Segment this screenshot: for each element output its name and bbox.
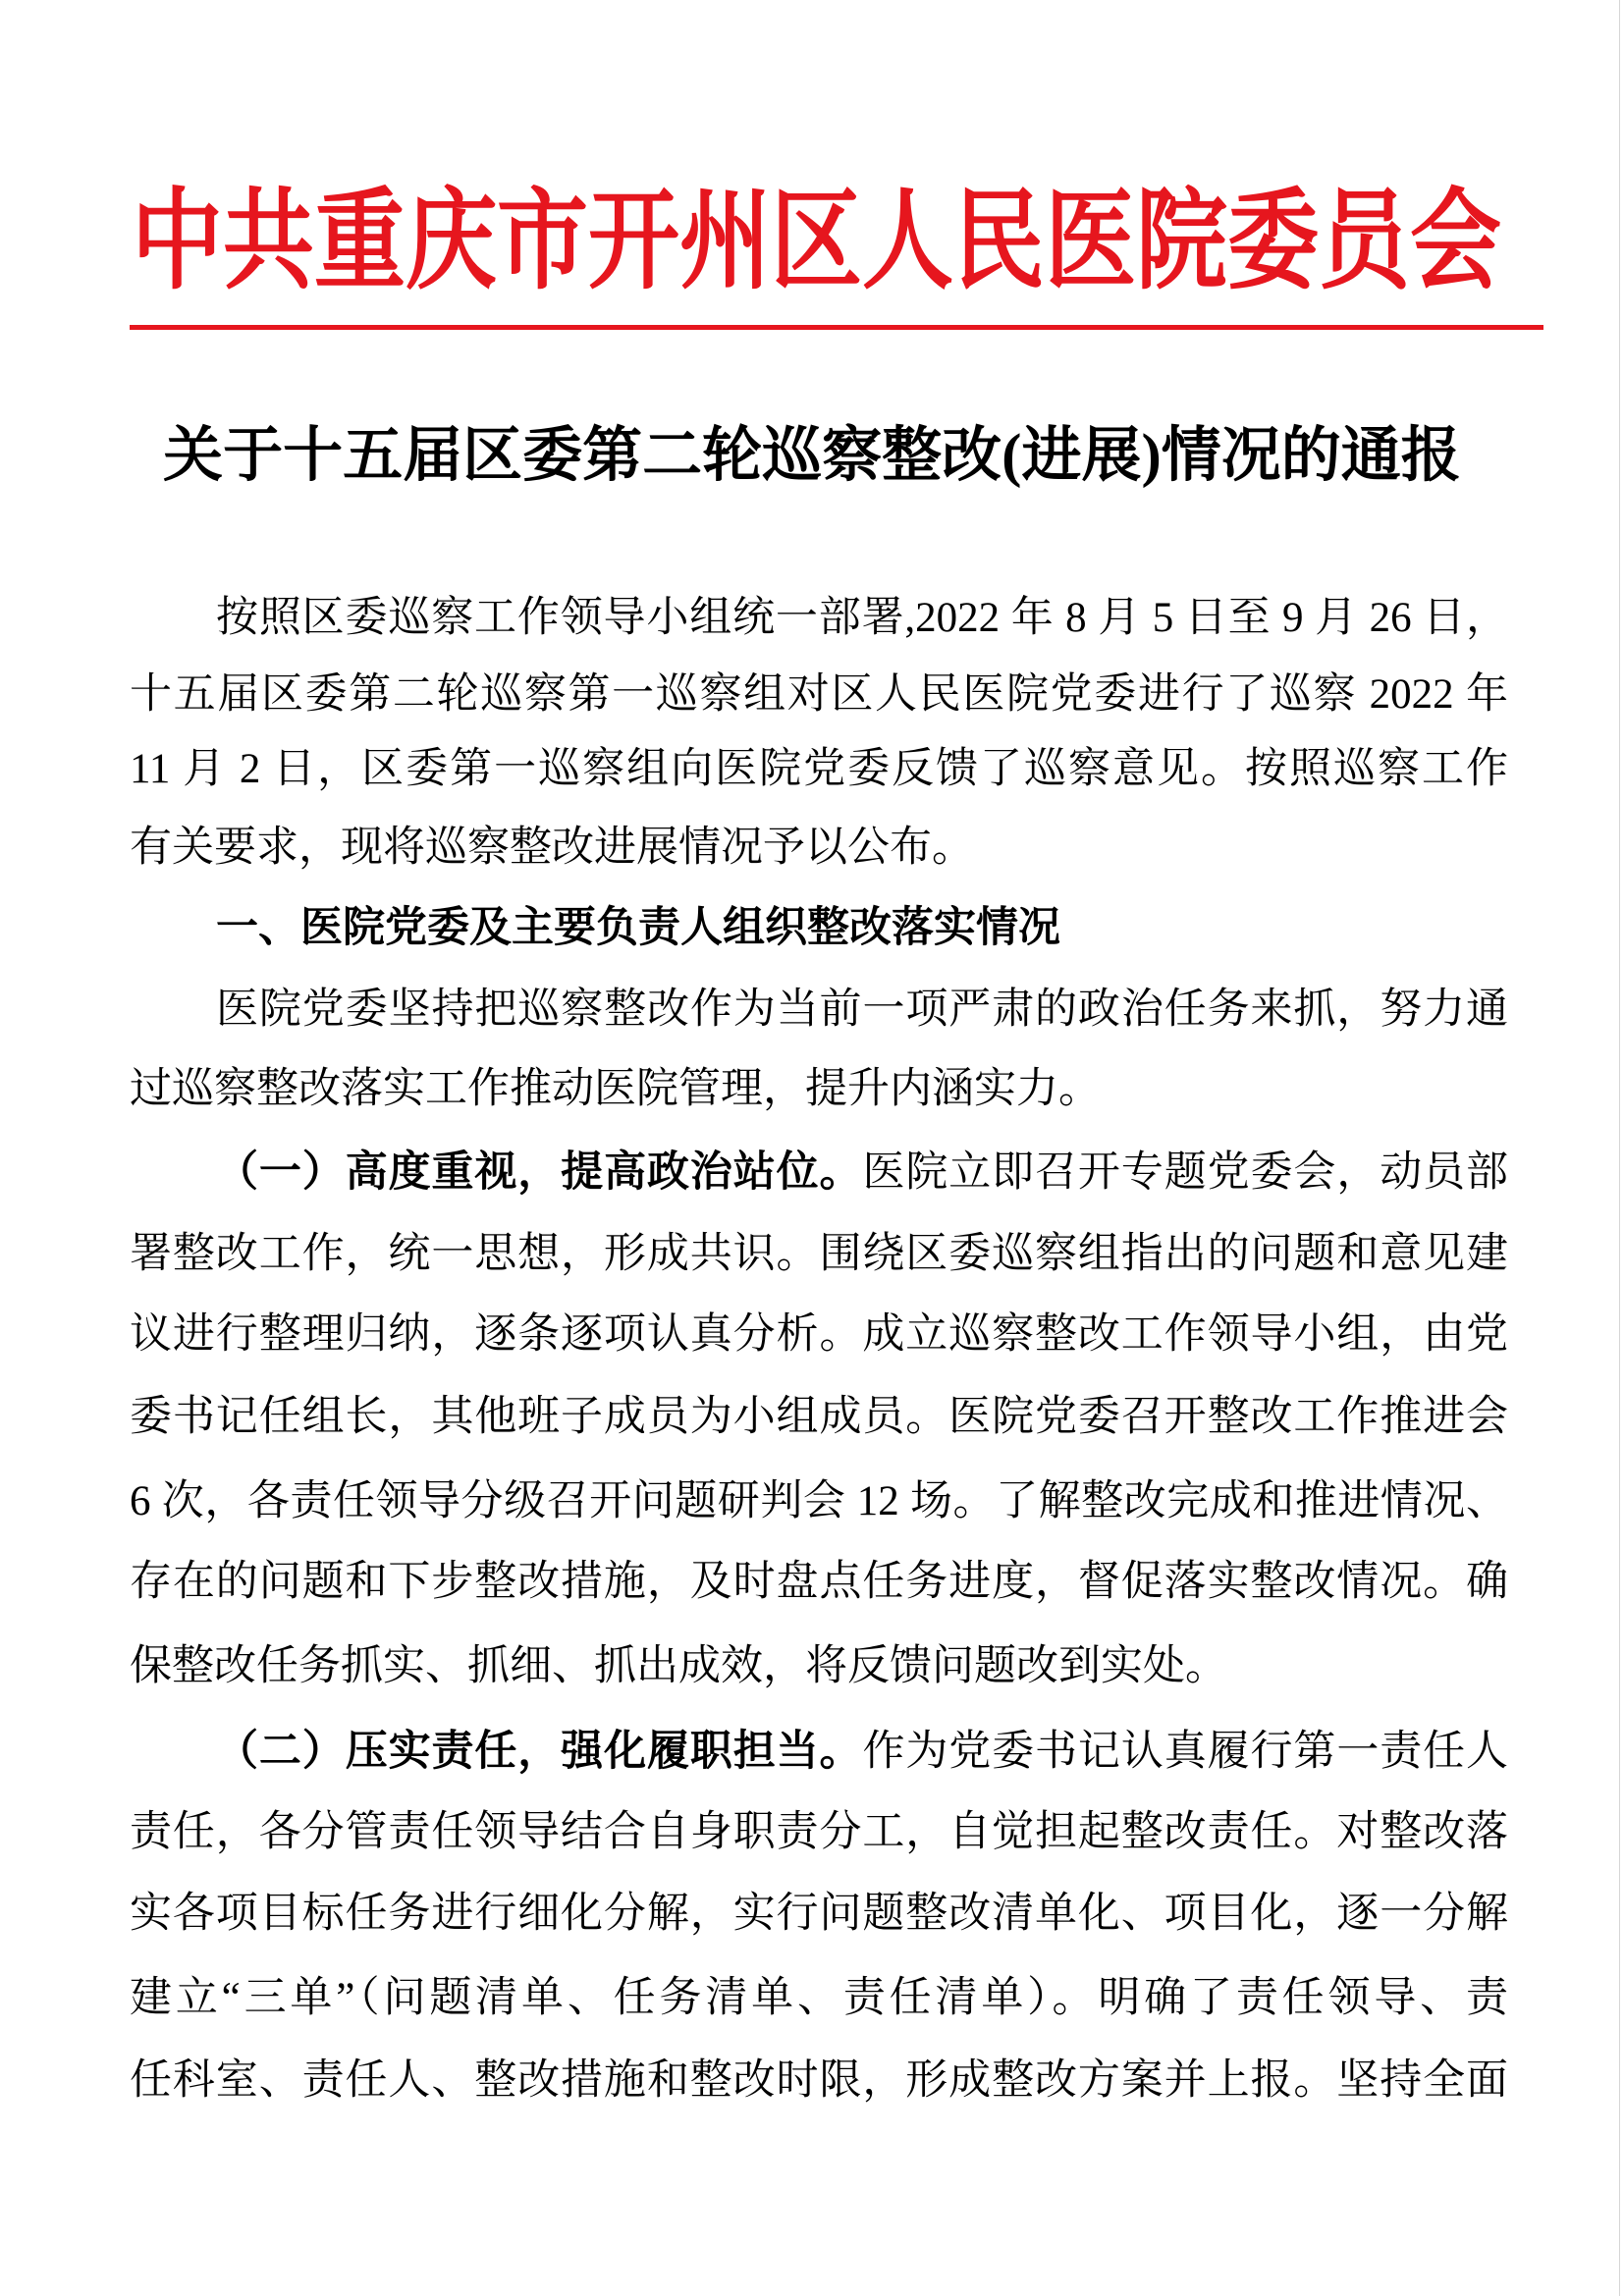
item-2-line: 实各项目标任务进行细化分解，实行问题整改清单化、项目化，逐一分解 — [130, 1891, 1508, 1937]
item-2-line: 任科室、责任人、整改措施和整改时限，形成整改方案并上报。坚持全面 — [130, 2057, 1508, 2104]
intro-line: 十五届区委第二轮巡察第一巡察组对区人民医院党委进行了巡察 2022 年 — [130, 671, 1508, 718]
item-1-line-text: 医院立即召开专题党委会，动员部 — [862, 1149, 1509, 1196]
letterhead-red-rule — [130, 325, 1543, 330]
item-2-line: 责任，各分管责任领导结合自身职责分工，自觉担起整改责任。对整改落 — [130, 1809, 1508, 1855]
item-1-line: 保整改任务抓实、抓细、抓出成效，将反馈问题改到实处。 — [130, 1643, 1227, 1689]
section-1-heading: 一、医院党委及主要负责人组织整改落实情况 — [216, 904, 1060, 951]
letterhead-org-name: 中共重庆市开州区人民医院委员会 — [132, 176, 1501, 304]
item-1-lead: （一）高度重视，提高政治站位。 — [216, 1149, 863, 1196]
item-2-line: 建立“三单”（问题清单、任务清单、责任清单）。明确了责任领导、责 — [130, 1975, 1508, 2021]
item-2-lead: （二）压实责任，强化履职担当。 — [216, 1729, 863, 1775]
item-1-line: 存在的问题和下步整改措施，及时盘点任务进度，督促落实整改情况。确 — [130, 1559, 1508, 1605]
item-1-line: 署整改工作，统一思想，形成共识。围绕区委巡察组指出的问题和意见建 — [130, 1231, 1508, 1277]
item-2-line-text: 作为党委书记认真履行第一责任人 — [862, 1729, 1509, 1775]
item-1-line: 议进行整理归纳，逐条逐项认真分析。成立巡察整改工作领导小组，由党 — [130, 1311, 1508, 1358]
item-1-first-line — [130, 1144, 1508, 1202]
section-1-intro-line: 医院党委坚持把巡察整改作为当前一项严肃的政治任务来抓，努力通 — [216, 987, 1508, 1033]
document-title: 关于十五届区委第二轮巡察整改(进展)情况的通报 — [163, 423, 1461, 489]
intro-line: 按照区委巡察工作领导小组统一部署,2022 年 8 月 5 日至 9 月 26 日， — [216, 595, 1508, 641]
item-1-line: 6 次，各责任领导分级召开问题研判会 12 场。了解整改完成和推进情况、 — [130, 1478, 1508, 1524]
item-1-line: 委书记任组长，其他班子成员为小组成员。医院党委召开整改工作推进会 — [130, 1394, 1508, 1440]
page-edge-line — [1619, 0, 1620, 2296]
intro-line: 11 月 2 日，区委第一巡察组向医院党委反馈了巡察意见。按照巡察工作 — [130, 746, 1508, 792]
intro-line: 有关要求，现将巡察整改进展情况予以公布。 — [130, 825, 974, 871]
section-1-intro-line: 过巡察整改落实工作推动医院管理，提升内涵实力。 — [130, 1066, 1101, 1112]
item-2-first-line — [130, 1723, 1508, 1782]
